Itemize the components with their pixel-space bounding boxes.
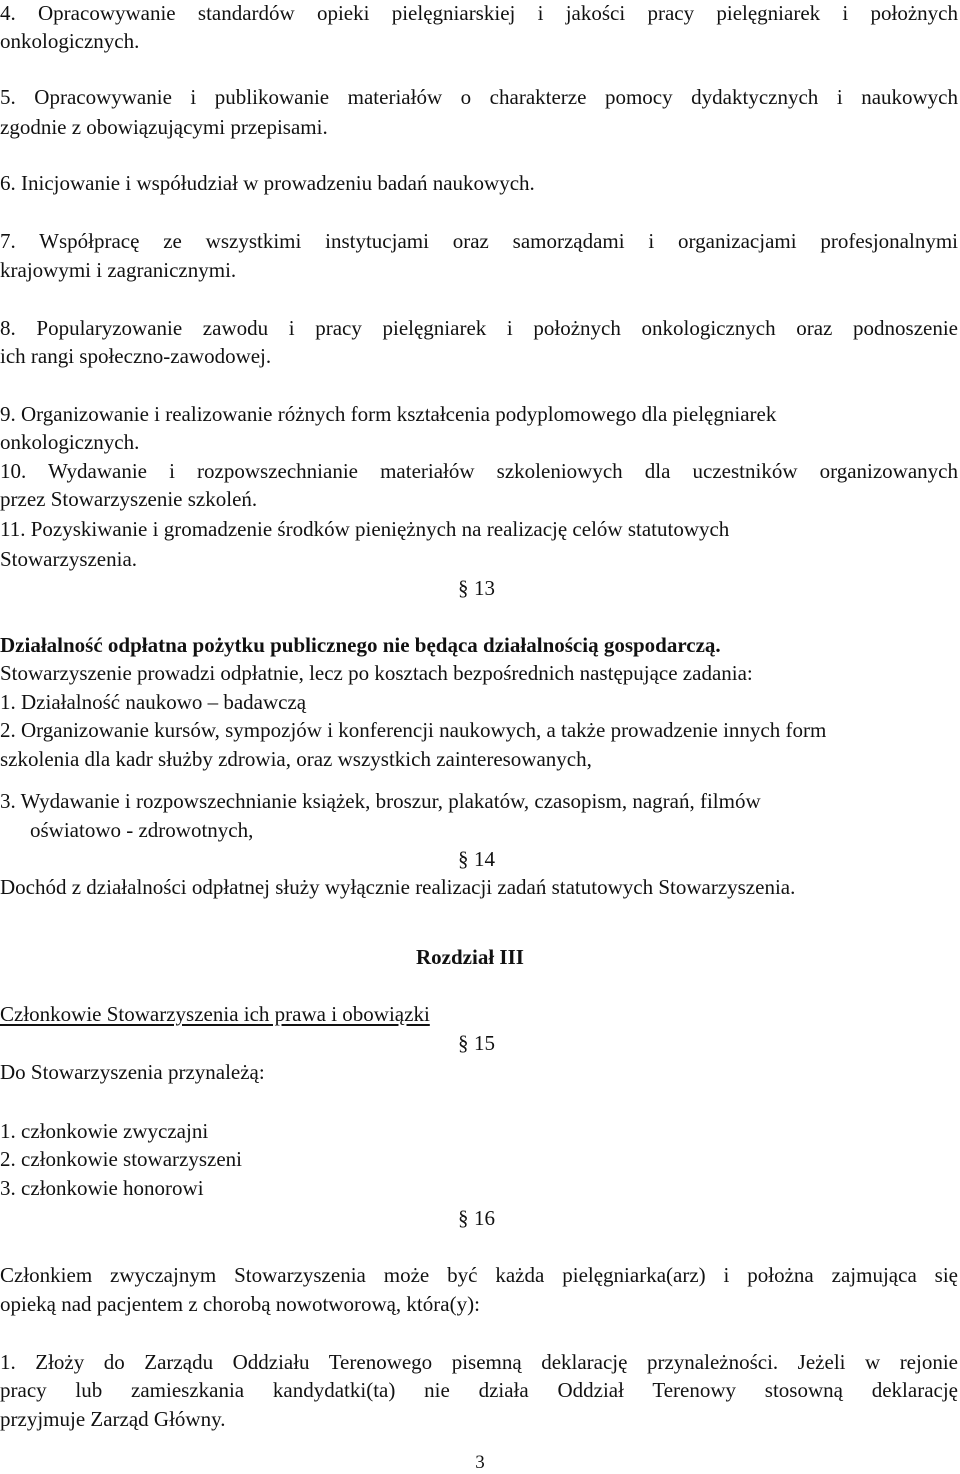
section-sign-icon: § [458,1206,469,1230]
section-16-marker [458,1205,495,1231]
section-13-point-2-line-2: szkolenia dla kadr służby zdrowia, oraz wszystkich zainteresowanych, [0,747,592,771]
section-15-intro: Do Stowarzyszenia przynależą: [0,1060,265,1084]
item-5-line-2: zgodnie z obowiązującymi przepisami. [0,115,328,139]
section-13-point-1: 1. Działalność naukowo – badawczą [0,690,307,714]
section-14-number: 14 [474,847,495,871]
section-13-point-3-line-1: 3. Wydawanie i rozpowszechnianie książek, broszur, plakatów, czasopism, nagrań, filmów [0,789,761,813]
section-sign-icon: § [458,576,469,600]
item-9-line-1: 9. Organizowanie i realizowanie różnych form kształcenia podyplomowego dla pielęgniarek [0,402,777,426]
section-13-point-2-line-1: 2. Organizowanie kursów, sympozjów i konferencji naukowych, a także prowadzenie innych form [0,718,827,742]
item-5-line-1: 5. Opracowywanie i publikowanie materiałów o charakterze pomocy dydaktycznych i naukowych [0,85,958,109]
section-13-heading: Działalność odpłatna pożytku publicznego nie będąca działalnością gospodarczą. [0,633,721,657]
section-13-number: 13 [474,576,495,600]
member-type-item: 1. członkowie zwyczajni [0,1119,209,1143]
item-9-line-2: onkologicznych. [0,430,140,454]
item-7-line-1: 7. Współpracę ze wszystkimi instytucjami oraz samorządami i organizacjami profesjonalnymi [0,229,958,253]
section-16-paragraph-line-1: Członkiem zwyczajnym Stowarzyszenia może być każda pielęgniarka(arz) i położna zajmująca się [0,1263,958,1287]
section-sign-icon: § [458,1031,469,1055]
item-11-line-2: Stowarzyszenia. [0,547,138,571]
section-13-intro: Stowarzyszenie prowadzi odpłatnie, lecz po kosztach bezpośrednich następujące zadania: [0,661,753,685]
section-15-marker [458,1030,495,1056]
section-13-marker [458,575,495,601]
item-10-line-1: 10. Wydawanie i rozpowszechnianie materiałów szkoleniowych dla uczestników organizowanych [0,459,958,483]
section-16-paragraph-line-2: opieką nad pacjentem z chorobą nowotworową, która(y): [0,1292,480,1316]
member-type-item: 2. członkowie stowarzyszeni [0,1147,243,1171]
item-8-line-2: ich rangi społeczno-zawodowej. [0,344,272,368]
item-11-line-1: 11. Pozyskiwanie i gromadzenie środków pieniężnych na realizację celów statutowych [0,517,730,541]
section-14-marker [458,846,495,872]
page-number: 3 [475,1452,485,1473]
item-10-line-2: przez Stowarzyszenie szkoleń. [0,487,258,511]
section-sign-icon: § [458,847,469,871]
item-8-line-1: 8. Popularyzowanie zawodu i pracy pielęgniarek i położnych onkologicznych oraz podnoszenie [0,316,958,340]
chapter-title: Rozdział III [416,945,524,969]
section-15-number: 15 [474,1031,495,1055]
section-16-item-1-line-3: przyjmuje Zarząd Główny. [0,1407,226,1431]
item-6-line-1: 6. Inicjowanie i współudział w prowadzeniu badań naukowych. [0,171,535,195]
section-14-text: Dochód z działalności odpłatnej służy wyłącznie realizacji zadań statutowych Stowarzyszenia. [0,875,796,899]
section-16-item-1-line-2: pracy lub zamieszkania kandydatki(ta) nie działa Oddział Terenowy stosowną deklarację [0,1378,958,1402]
item-4-line-2: onkologicznych. [0,29,140,53]
section-13-point-3-line-2: oświatowo - zdrowotnych, [30,818,254,842]
chapter-subtitle: Członkowie Stowarzyszenia ich prawa i obowiązki [0,1002,430,1026]
member-type-item: 3. członkowie honorowi [0,1176,204,1200]
section-16-item-1-line-1: 1. Złoży do Zarządu Oddziału Terenowego pisemną deklarację przynależności. Jeżeli w rejonie [0,1350,958,1374]
item-7-line-2: krajowymi i zagranicznymi. [0,258,237,282]
section-16-number: 16 [474,1206,495,1230]
item-4-line-1: 4. Opracowywanie standardów opieki pielęgniarskiej i jakości pracy pielęgniarek i położnych [0,1,958,25]
